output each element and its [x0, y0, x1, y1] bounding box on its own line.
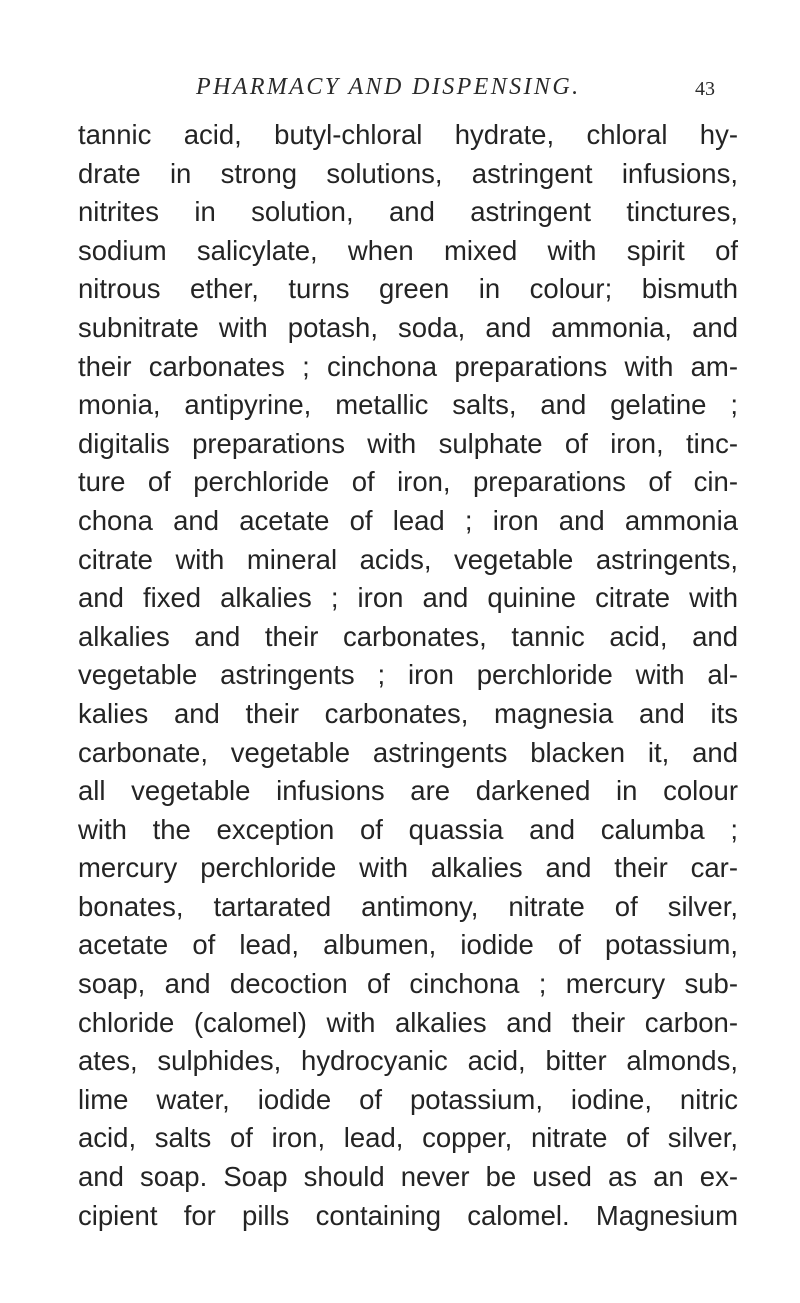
text-line: drate in strong solutions, astringent infusions, [78, 157, 738, 189]
running-title: PHARMACY AND DISPENSING. [196, 74, 581, 100]
text-line: acid, salts of iron, lead, copper, nitrate of silver, [78, 1122, 738, 1154]
text-line: sodium salicylate, when mixed with spirit of [78, 234, 738, 266]
text-line: vegetable astringents ; iron perchloride with al- [78, 659, 738, 691]
text-line: cipient for pills containing calomel. Magnesium [78, 1199, 738, 1231]
text-line: acetate of lead, albumen, iodide of potassium, [78, 929, 738, 961]
text-line: nitrites in solution, and astringent tinctures, [78, 196, 738, 228]
text-line: and fixed alkalies ; iron and quinine citrate with [78, 582, 738, 614]
text-line: lime water, iodide of potassium, iodine, nitric [78, 1083, 738, 1115]
text-line: tannic acid, butyl-chloral hydrate, chloral hy- [78, 119, 738, 150]
text-line: kalies and their carbonates, magnesia and its [78, 697, 738, 729]
text-line: chona and acetate of lead ; iron and ammonia [78, 504, 738, 536]
page-number: 43 [695, 78, 715, 100]
text-line: bonates, tartarated antimony, nitrate of silver, [78, 890, 738, 922]
text-line: mercury perchloride with alkalies and their car- [78, 852, 738, 884]
body-text [78, 116, 738, 1235]
text-line: nitrous ether, turns green in colour; bismuth [78, 273, 738, 305]
text-line: their carbonates ; cinchona preparations with am- [78, 350, 738, 382]
text-line: all vegetable infusions are darkened in colour [78, 775, 738, 807]
text-line: alkalies and their carbonates, tannic acid, and [78, 620, 738, 652]
running-head [0, 74, 800, 114]
text-line: subnitrate with potash, soda, and ammonia, and [78, 311, 738, 343]
text-line: carbonate, vegetable astringents blacken it, and [78, 736, 738, 768]
text-line: digitalis preparations with sulphate of iron, tinc- [78, 427, 738, 459]
text-line: with the exception of quassia and calumba ; [78, 813, 738, 845]
text-line: and soap. Soap should never be used as an ex- [78, 1161, 738, 1193]
text-line: soap, and decoction of cinchona ; mercury sub- [78, 968, 738, 1000]
text-line: monia, antipyrine, metallic salts, and gelatine ; [78, 389, 738, 421]
text-line: citrate with mineral acids, vegetable astringents, [78, 543, 738, 575]
text-line: chloride (calomel) with alkalies and their carbon- [78, 1006, 738, 1038]
text-line: ates, sulphides, hydrocyanic acid, bitter almonds, [78, 1045, 738, 1077]
text-line: ture of perchloride of iron, preparations of cin- [78, 466, 738, 498]
